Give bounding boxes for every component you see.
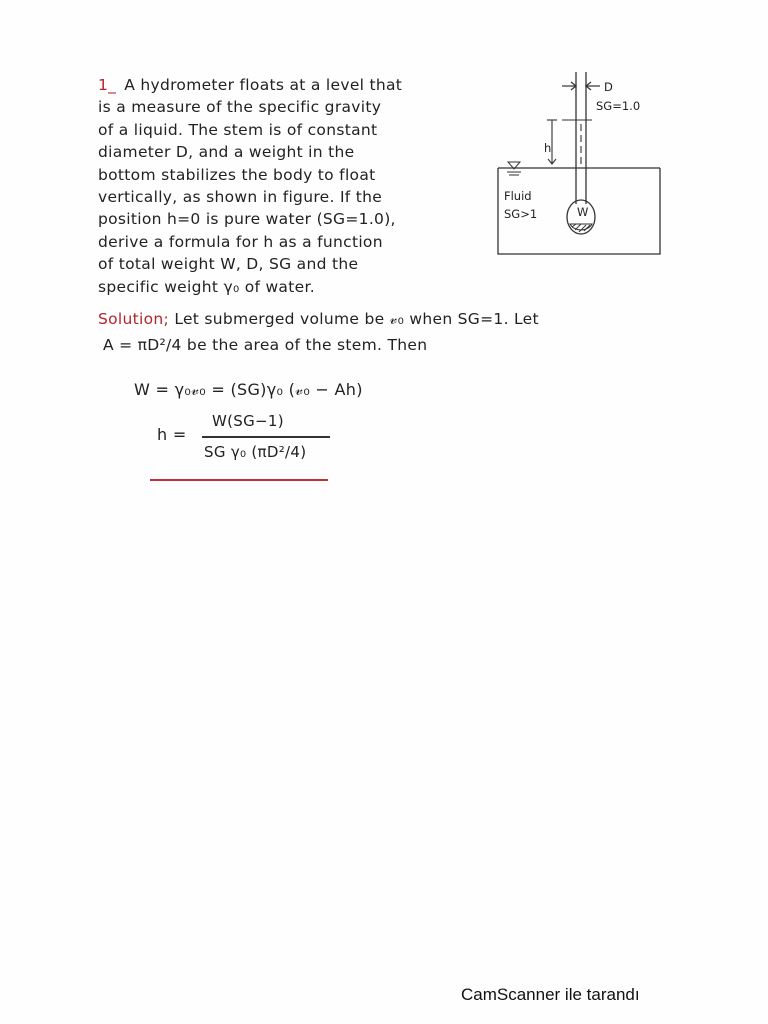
problem-line: of total weight W, D, SG and the xyxy=(98,255,359,274)
problem-line: is a measure of the specific gravity xyxy=(98,98,382,117)
fraction-bar xyxy=(202,436,330,438)
hydrometer-figure xyxy=(492,64,672,264)
solution-line-1: Solution; Let submerged volume be 𝓋₀ when SG=1. Let xyxy=(98,310,539,328)
problem-number: 1_ xyxy=(98,76,117,94)
camscanner-footer: CamScanner ile tarandı xyxy=(461,985,640,1004)
h-numerator: W(SG−1) xyxy=(212,412,284,430)
answer-underline xyxy=(150,479,328,481)
sg-top-label: SG=1.0 xyxy=(596,99,641,113)
problem-line: of a liquid. The stem is of constant xyxy=(98,120,378,139)
problem-line: derive a formula for h as a function xyxy=(98,232,383,251)
fluid-sg-label: SG>1 xyxy=(504,207,538,221)
problem-line: vertically, as shown in figure. If the xyxy=(98,187,383,206)
problem-statement xyxy=(98,74,478,298)
problem-line: diameter D, and a weight in the xyxy=(98,143,355,162)
problem-line: bottom stabilizes the body to float xyxy=(98,165,376,184)
ballast-weight xyxy=(570,224,592,230)
fluid-label: Fluid xyxy=(504,189,532,203)
h-denominator: SG γ₀ (πD²/4) xyxy=(204,443,307,461)
problem-line: 1_ A hydrometer floats at a level that xyxy=(98,76,403,94)
problem-line: position h=0 is pure water (SG=1.0), xyxy=(98,210,396,229)
h-equation-lhs: h = xyxy=(157,425,187,444)
weight-label: W xyxy=(577,205,589,219)
solution-line-2: A = πD²/4 be the area of the stem. Then xyxy=(103,336,428,354)
problem-line: specific weight γ₀ of water. xyxy=(98,277,315,296)
solution-label: Solution; xyxy=(98,310,170,328)
h-label: h xyxy=(544,141,552,155)
d-label: D xyxy=(604,80,613,94)
weight-equation: W = γ₀𝓋₀ = (SG)γ₀ (𝓋₀ − Ah) xyxy=(134,380,363,399)
